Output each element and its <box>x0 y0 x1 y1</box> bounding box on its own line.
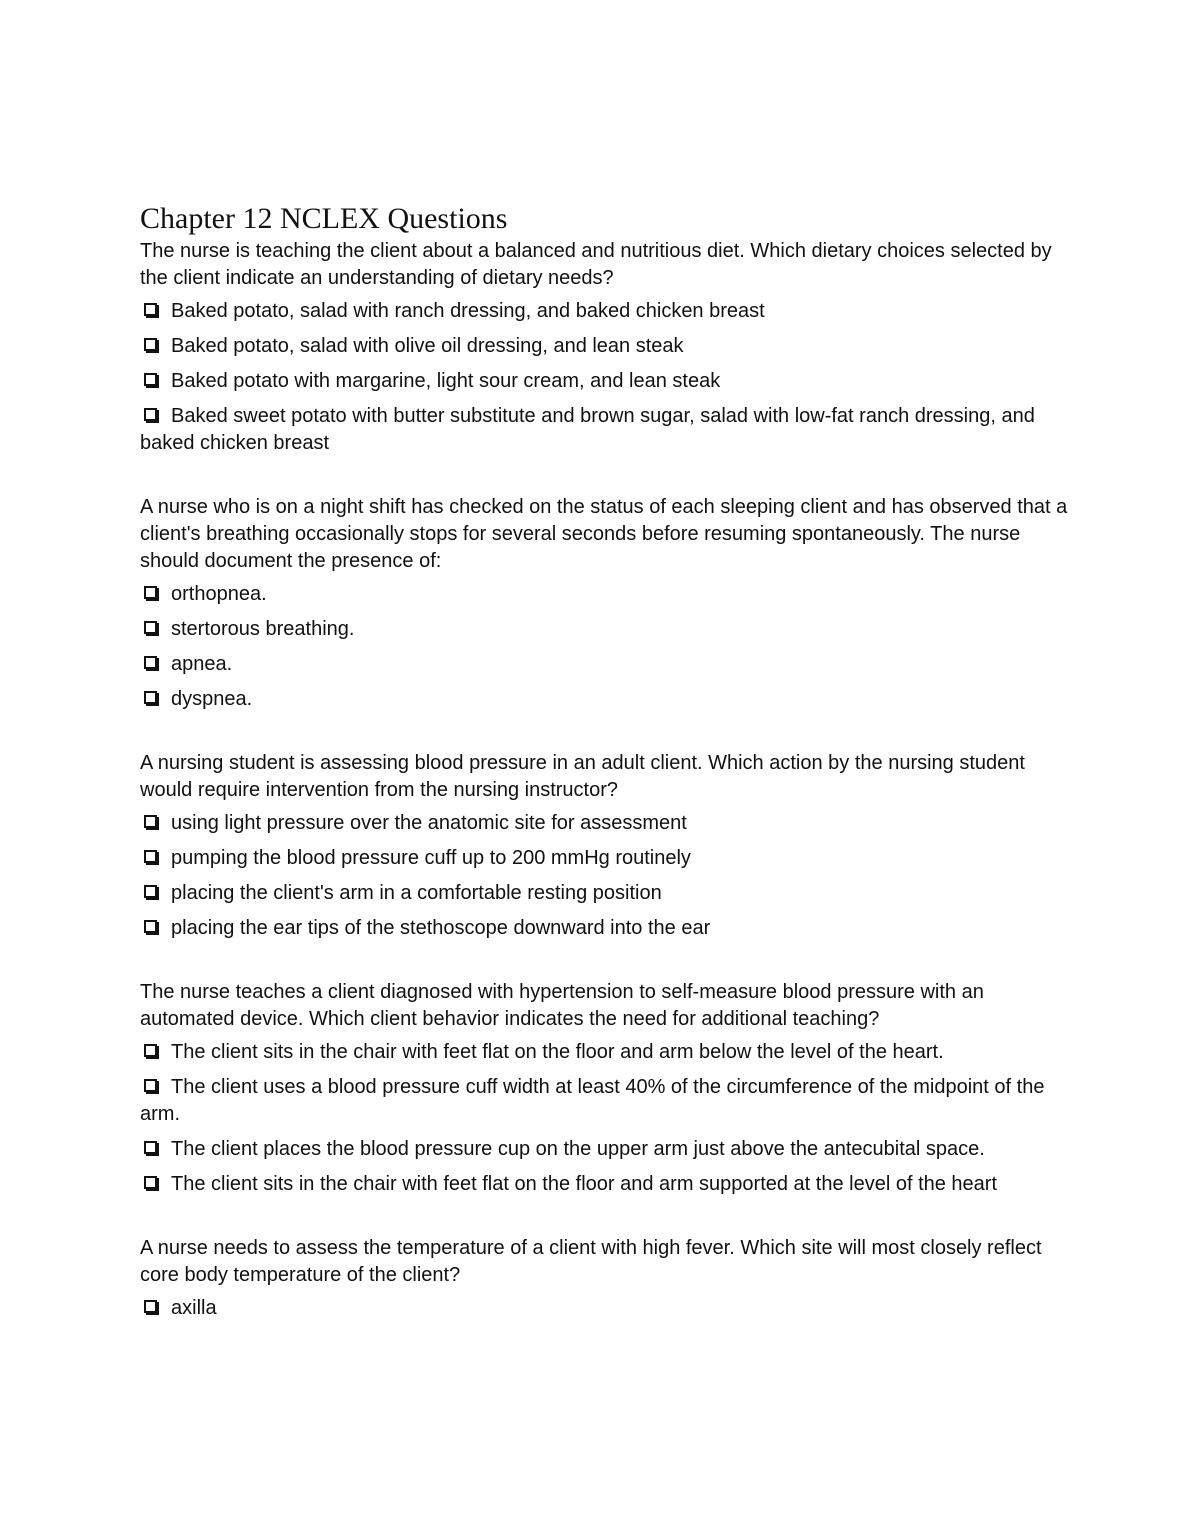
checkbox-icon[interactable] <box>144 885 157 898</box>
answer-option[interactable] <box>140 616 1070 643</box>
checkbox-icon[interactable] <box>144 1044 157 1057</box>
checkbox-icon[interactable] <box>144 1300 157 1313</box>
checkbox-icon[interactable] <box>144 1079 157 1092</box>
option-label: Baked potato, salad with ranch dressing, and baked chicken breast <box>171 300 765 322</box>
answer-option[interactable] <box>140 1171 1070 1198</box>
checkbox-icon[interactable] <box>144 691 157 704</box>
answer-option[interactable] <box>140 915 1070 942</box>
option-label: using light pressure over the anatomic site for assessment <box>171 812 687 834</box>
question-stem: The nurse teaches a client diagnosed with hypertension to self-measure blood pressure with an automated device. Which client behavior indicates the need for additional teaching? <box>140 981 984 1030</box>
checkbox-icon[interactable] <box>144 656 157 669</box>
document-page <box>140 200 1070 1330</box>
answer-option[interactable] <box>140 845 1070 872</box>
checkbox-icon[interactable] <box>144 338 157 351</box>
option-label: Baked potato with margarine, light sour cream, and lean steak <box>171 370 721 392</box>
answer-options <box>140 1039 1070 1198</box>
checkbox-icon[interactable] <box>144 586 157 599</box>
option-label: dyspnea. <box>171 688 253 710</box>
option-label: Baked potato, salad with olive oil dressing, and lean steak <box>171 335 684 357</box>
checkbox-icon[interactable] <box>144 850 157 863</box>
option-label: The client sits in the chair with feet flat on the floor and arm below the level of the heart. <box>171 1041 944 1063</box>
question-stem: The nurse is teaching the client about a balanced and nutritious diet. Which dietary choices selected by the client indicate an understanding of dietary needs? <box>140 240 1052 289</box>
answer-option[interactable] <box>140 810 1070 837</box>
answer-option[interactable] <box>140 1136 1070 1163</box>
checkbox-icon[interactable] <box>144 621 157 634</box>
answer-option[interactable] <box>140 651 1070 678</box>
answer-option[interactable] <box>140 298 1070 325</box>
checkbox-icon[interactable] <box>144 408 157 421</box>
checkbox-icon[interactable] <box>144 303 157 316</box>
answer-option[interactable] <box>140 581 1070 608</box>
option-label: apnea. <box>171 653 233 675</box>
answer-option[interactable] <box>140 1039 1070 1066</box>
option-label: stertorous breathing. <box>171 618 355 640</box>
question-1 <box>140 238 1070 457</box>
answer-option[interactable] <box>140 1295 1070 1322</box>
question-stem: A nurse who is on a night shift has checked on the status of each sleeping client and has observed that a client's breathing occasionally stops for several seconds before resuming spontaneously. The nurse should document the presence of: <box>140 496 1068 572</box>
question-2 <box>140 494 1070 713</box>
answer-option[interactable] <box>140 1074 1070 1128</box>
checkbox-icon[interactable] <box>144 920 157 933</box>
question-5 <box>140 1235 1070 1322</box>
answer-options <box>140 298 1070 457</box>
answer-options <box>140 810 1070 942</box>
option-label: pumping the blood pressure cuff up to 200 mmHg routinely <box>171 847 691 869</box>
option-label: placing the client's arm in a comfortable resting position <box>171 882 662 904</box>
question-stem: A nursing student is assessing blood pressure in an adult client. Which action by the nursing student would require intervention from the nursing instructor? <box>140 752 1025 801</box>
checkbox-icon[interactable] <box>144 1141 157 1154</box>
answer-option[interactable] <box>140 403 1070 457</box>
question-4 <box>140 979 1070 1198</box>
option-label: The client sits in the chair with feet flat on the floor and arm supported at the level of the heart <box>171 1173 998 1195</box>
checkbox-icon[interactable] <box>144 1176 157 1189</box>
answer-option[interactable] <box>140 368 1070 395</box>
answer-options <box>140 581 1070 713</box>
option-label: The client places the blood pressure cup on the upper arm just above the antecubital space. <box>171 1138 985 1160</box>
answer-option[interactable] <box>140 880 1070 907</box>
option-label: Baked sweet potato with butter substitute and brown sugar, salad with low-fat ranch dressing, and baked chicken breast <box>140 405 1035 454</box>
answer-options <box>140 1295 1070 1322</box>
option-label: axilla <box>171 1297 217 1319</box>
checkbox-icon[interactable] <box>144 815 157 828</box>
option-label: The client uses a blood pressure cuff width at least 40% of the circumference of the midpoint of the arm. <box>140 1076 1045 1125</box>
checkbox-icon[interactable] <box>144 373 157 386</box>
question-3 <box>140 750 1070 942</box>
answer-option[interactable] <box>140 333 1070 360</box>
option-label: orthopnea. <box>171 583 267 605</box>
option-label: placing the ear tips of the stethoscope downward into the ear <box>171 917 711 939</box>
question-stem: A nurse needs to assess the temperature of a client with high fever. Which site will most closely reflect core body temperature of the client? <box>140 1237 1042 1286</box>
answer-option[interactable] <box>140 686 1070 713</box>
page-title: Chapter 12 NCLEX Questions <box>140 202 508 235</box>
